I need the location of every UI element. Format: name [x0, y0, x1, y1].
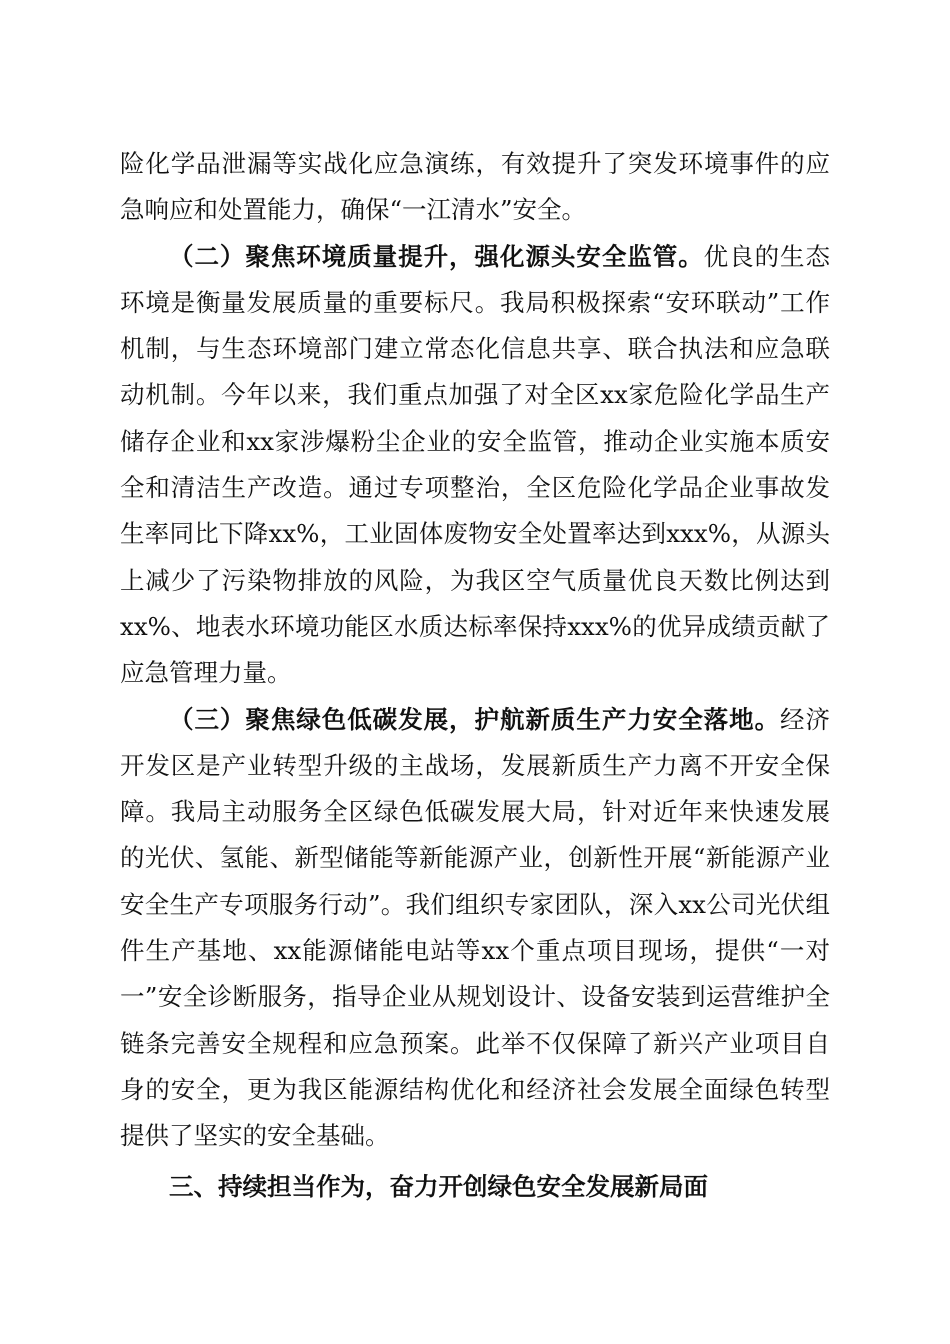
paragraph-lead: （三）聚焦绿色低碳发展，护航新质生产力安全落地。	[169, 704, 781, 734]
paragraph-lead: （二）聚焦环境质量提升，强化源头安全监管。	[169, 241, 704, 271]
paragraph-text: 险化学品泄漏等实战化应急演练，有效提升了突发环境事件的应急响应和处置能力，确保“一江清水”安全。	[120, 149, 830, 225]
paragraph-continuation	[120, 141, 830, 234]
paragraph-environment-quality	[120, 234, 830, 697]
document-body	[120, 141, 830, 1210]
section-heading: 三、持续担当作为，奋力开创绿色安全发展新局面	[169, 1171, 708, 1201]
paragraph-text: 优良的生态环境是衡量发展质量的重要标尺。我局积极探索“安环联动”工作机制，与生态环境部门建立常态化信息共享、联合执法和应急联动机制。今年以来，我们重点加强了对全区xx家危险化学品生产储存企业和xx家涉爆粉尘企业的安全监管，推动企业实施本质安全和清洁生产改造。通过专项整治，全区危险化学品企业事故发生率同比下降xx%，工业固体废物安全处置率达到xxx%，从源头上减少了污染物排放的风险，为我区空气质量优良天数比例达到xx%、地表水环境功能区水质达标率保持xxx%的优异成绩贡献了应急管理力量。	[120, 241, 831, 688]
paragraph-green-lowcarbon	[120, 697, 830, 1160]
paragraph-text: 经济开发区是产业转型升级的主战场，发展新质生产力离不开安全保障。我局主动服务全区绿色低碳发展大局，针对近年来快速发展的光伏、氢能、新型储能等新能源产业，创新性开展“新能源产业安全生产专项服务行动”。我们组织专家团队，深入xx公司光伏组件生产基地、xx能源储能电站等xx个重点项目现场，提供“一对一”安全诊断服务，指导企业从规划设计、设备安装到运营维护全链条完善安全规程和应急预案。此举不仅保障了新兴产业项目自身的安全，更为我区能源结构优化和经济社会发展全面绿色转型提供了坚实的安全基础。	[120, 704, 831, 1151]
